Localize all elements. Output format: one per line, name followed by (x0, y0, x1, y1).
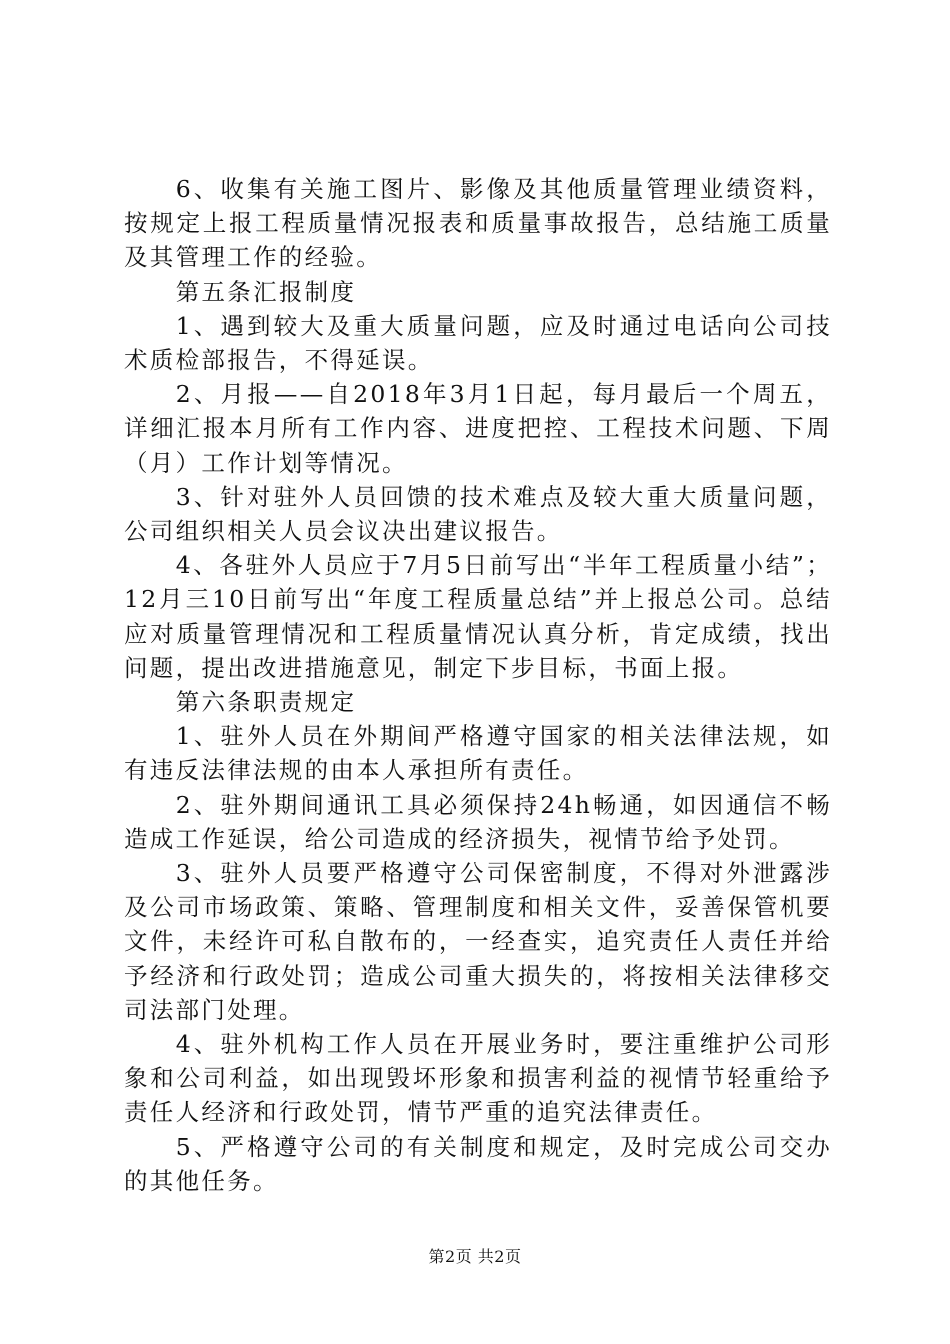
page-number-label: 第2页 共2页 (428, 1247, 522, 1266)
section-heading-article-5: 第五条汇报制度 (175, 277, 357, 306)
paragraph-report-1: 1、遇到较大及重大质量问题，应及时通过电话向公司技术质检部报告，不得延误。 (124, 311, 832, 375)
paragraph-report-3: 3、针对驻外人员回馈的技术难点及较大重大质量问题，公司组织相关人员会议决出建议报告。 (124, 482, 832, 546)
paragraph-item-6-materials: 6、收集有关施工图片、影像及其他质量管理业绩资料，按规定上报工程质量情况报表和质量事故报告，总结施工质量及其管理工作的经验。 (124, 175, 832, 272)
section-heading-article-6: 第六条职责规定 (175, 688, 357, 717)
paragraph-duty-4: 4、驻外机构工作人员在开展业务时，要注重维护公司形象和公司利益，如出现毁坏形象和损害利益的视情节轻重给予责任人经济和行政处罚，情节严重的追究法律责任。 (124, 1030, 832, 1127)
document-body (124, 172, 832, 1198)
paragraph-report-4: 4、各驻外人员应于7月5日前写出“半年工程质量小结”；12月三10日前写出“年度工程质量总结”并上报总公司。总结应对质量管理情况和工程质量情况认真分析，肯定成绩，找出问题，提出改进措施意见，制定下步目标，书面上报。 (124, 551, 832, 682)
paragraph-duty-1: 1、驻外人员在外期间严格遵守国家的相关法律法规，如有违反法律法规的由本人承担所有责任。 (124, 722, 832, 785)
paragraph-duty-5: 5、严格遵守公司的有关制度和规定，及时完成公司交办的其他任务。 (124, 1132, 832, 1195)
paragraph-duty-2: 2、驻外期间通讯工具必须保持24h畅通，如因通信不畅造成工作延误，给公司造成的经济损失，视情节给予处罚。 (124, 790, 832, 853)
page-footer (0, 1244, 950, 1267)
paragraph-duty-3: 3、驻外人员要严格遵守公司保密制度，不得对外泄露涉及公司市场政策、策略、管理制度和相关文件，妥善保管机要文件，未经许可私自散布的，一经查实，追究责任人责任并给予经济和行政处罚；造成公司重大损失的，将按相关法律移交司法部门处理。 (124, 859, 832, 1024)
paragraph-report-2: 2、月报——自2018年3月1日起，每月最后一个周五，详细汇报本月所有工作内容、进度把控、工程技术问题、下周（月）工作计划等情况。 (124, 380, 832, 477)
